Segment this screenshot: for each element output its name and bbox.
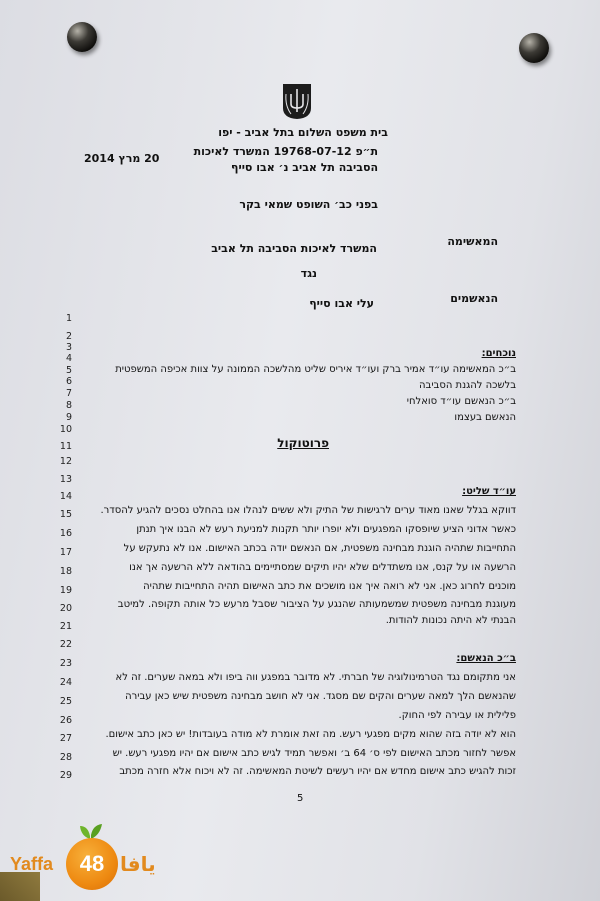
court-name: בית משפט השלום בתל אביב - יפו xyxy=(218,126,388,139)
line-number: 15 xyxy=(59,509,72,520)
watermark-arabic: يافا xyxy=(120,852,156,876)
paragraph-line: אפשר לחזור מכתב האישום לפי ס׳ 64 ב׳ ואפשר תמיד לגיש כתב אישום אם יהיו מפגעי רעש. יש xyxy=(112,748,516,759)
paragraph-line: זכות להגיש כתב אישום מחדש אם יהיו רעשים לשיטת המאשימה. זה לא ויכוח אלא חזרה מכתב xyxy=(119,766,516,777)
line-number: 20 xyxy=(59,603,72,614)
present-line: ב״כ המאשימה עו״ד אמיר ברק ועו״ד איריס שליט מהלשכה הממונה על צוות אכיפה המשפטית xyxy=(115,364,516,375)
paragraph-line: הבנתי לא היתה נכונות להודות. xyxy=(385,615,516,626)
present-heading: נוכחים: xyxy=(481,348,516,359)
speaker-heading: ב״כ הנאשם: xyxy=(456,653,516,664)
line-number: 29 xyxy=(59,770,72,781)
line-number: 10 xyxy=(59,424,72,435)
accuser-value: המשרד לאיכות הסביבה תל אביב xyxy=(211,242,377,255)
line-number: 9 xyxy=(65,412,72,423)
accuser-label: המאשימה xyxy=(447,235,498,248)
paragraph-line: אני מתקומם נגד הטרמינולוגיה של חברתי. לא מדובר במפגע ווה ביפו ולא במאה שערים. זה לא xyxy=(115,672,516,683)
case-title: הסביבה תל אביב נ׳ אבו סייף xyxy=(231,161,378,174)
line-number: 27 xyxy=(59,733,72,744)
line-number: 17 xyxy=(59,547,72,558)
photo-corner-background xyxy=(0,872,40,901)
paragraph-line: הרשעה או על קנס, אנו משתדלים שלא יהיו תיקים שמסתיימים בהודאה ללא הרשעה אך אנו xyxy=(129,562,516,573)
line-number: 13 xyxy=(59,474,72,485)
paragraph-line: דווקא בגלל שאנו מאוד ערים לרגישות של התיק ולא ששים לנהלו אנו בהחלט נסכים להגיע להסדר. xyxy=(100,505,516,516)
line-number: 11 xyxy=(59,441,72,452)
line-number: 3 xyxy=(65,342,72,353)
watermark-orange-number: 48 xyxy=(66,838,118,890)
line-number: 21 xyxy=(59,621,72,632)
present-line: הנאשם בעצמו xyxy=(454,412,516,423)
paragraph-line: הוא לא יודה בזה שהוא מקים מפגעי רעש. מה זאת אומרת לא מודה בעובדות! יש כאן כתב אישום. xyxy=(105,729,516,740)
present-line: ב״כ הנאשם עו״ד סואלחי xyxy=(406,396,516,407)
paragraph-line: כאשר אדוני הציע שיופסקו המפגעים ולא יופרו יותר תקנות למניעת רעש לא הבנו איך תנתן xyxy=(136,524,516,535)
line-number: 24 xyxy=(59,677,72,688)
line-number: 25 xyxy=(59,696,72,707)
paragraph-line: שהנאשם הלך למאה שערים והקים שם מסגד. אני לא חושב מבחינה משפטית שיש כאן עבירה xyxy=(125,691,516,702)
line-number: 1 xyxy=(65,313,72,324)
line-number: 7 xyxy=(65,388,72,399)
paragraph-line: התחייבות שתהיה הוגנת מבחינה משפטית, אם הנאשם יודה בכתב האישום. אנו לא נתעקש על xyxy=(123,543,516,554)
versus-label: נגד xyxy=(300,267,317,280)
line-number: 12 xyxy=(59,456,72,467)
case-number: ת״פ 19768-07-12 המשרד לאיכות xyxy=(193,145,378,158)
line-number: 23 xyxy=(59,658,72,669)
paragraph-line: פלילית או עבירה לפי החוק. xyxy=(398,710,516,721)
line-number: 5 xyxy=(65,365,72,376)
line-number: 2 xyxy=(65,331,72,342)
line-number: 26 xyxy=(59,715,72,726)
watermark-latin: Yaffa xyxy=(10,854,54,874)
line-number: 4 xyxy=(65,353,72,364)
protocol-title: פרוטוקול xyxy=(277,436,329,450)
judge-line: בפני כב׳ השופט שמאי בקר xyxy=(239,198,378,211)
accused-label: הנאשמים xyxy=(450,292,498,305)
line-number: 6 xyxy=(65,376,72,387)
paragraph-line: מוכנים לחרוג כאן. אני לא רואה איך אנו מושכים את כתב האישום תהיה התחייבות שתהיה xyxy=(143,581,516,592)
line-number: 14 xyxy=(59,491,72,502)
pushpin-left-icon xyxy=(67,22,97,52)
line-number: 8 xyxy=(65,400,72,411)
accused-value: עלי אבו סייף xyxy=(309,297,374,310)
line-number: 28 xyxy=(59,752,72,763)
speaker-heading: עו״ד שליט: xyxy=(462,486,516,497)
paragraph-line: מעוגנת מבחינה משפטית שמשמעותה שהנגע על הציבור שסבל מרעש כל אותה תקופה. למיטב xyxy=(117,599,516,610)
page-number: 5 xyxy=(297,793,304,804)
line-number: 22 xyxy=(59,639,72,650)
state-emblem-icon xyxy=(281,82,313,120)
present-line: בלשכה להגנת הסביבה xyxy=(419,380,516,391)
line-number: 19 xyxy=(59,585,72,596)
pushpin-right-icon xyxy=(519,33,549,63)
line-number: 16 xyxy=(59,528,72,539)
line-number: 18 xyxy=(59,566,72,577)
hearing-date: 20 מרץ 2014 xyxy=(84,152,160,165)
